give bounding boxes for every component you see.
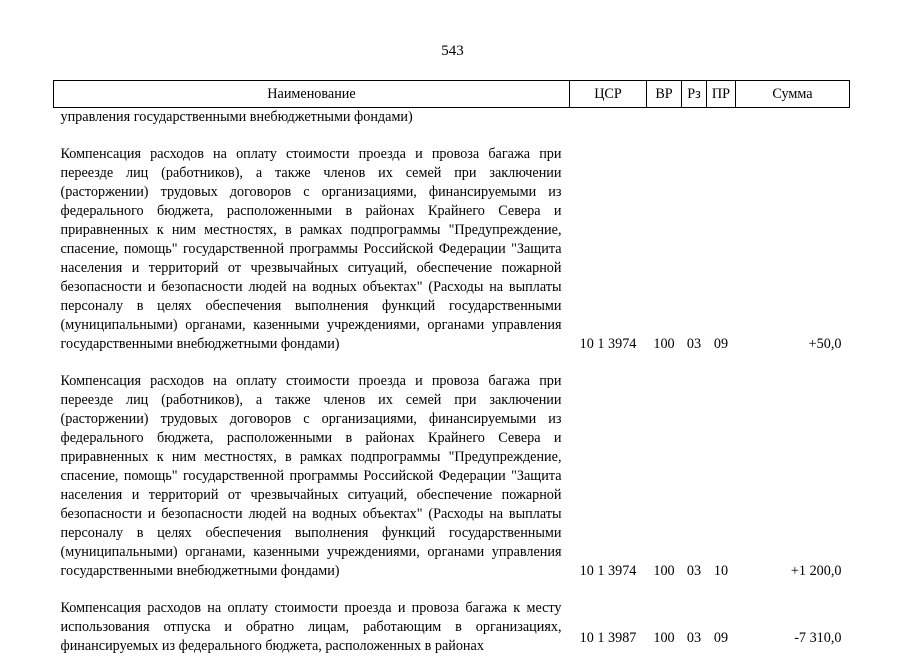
header-vr: ВР <box>647 81 682 108</box>
row-vr: 100 <box>653 630 675 646</box>
table-header-row <box>54 81 850 108</box>
row-csr: 10 1 3974 <box>579 336 637 352</box>
row-sum: +1 200,0 <box>790 563 842 579</box>
table-row <box>54 127 850 354</box>
row-vr: 100 <box>653 563 675 579</box>
page-number: 543 <box>441 43 464 59</box>
row-csr: 10 1 3987 <box>579 630 637 646</box>
row-sum: -7 310,0 <box>794 630 842 646</box>
table-row <box>54 354 850 581</box>
row-rz: 03 <box>686 630 702 646</box>
row-pr: 09 <box>713 336 729 352</box>
row-pr: 09 <box>713 630 729 646</box>
header-rz: Рз <box>682 81 707 108</box>
continuation-text: управления государственными внебюджетными фондами) <box>60 109 413 125</box>
table-row <box>54 581 850 656</box>
row-sum: +50,0 <box>808 336 842 352</box>
row-csr: 10 1 3974 <box>579 563 637 579</box>
row-name: Компенсация расходов на оплату стоимости проезда и провоза багажа к месту использования отпуска и обратно лицам, работающим в организациях, финансируемых из федерального бюджета, расположенных в районах <box>60 600 562 654</box>
header-pr: ПР <box>707 81 736 108</box>
row-pr: 10 <box>713 563 729 579</box>
header-csr: ЦСР <box>570 81 647 108</box>
row-name: Компенсация расходов на оплату стоимости проезда и провоза багажа при переезде лиц (работников), а также членов их семей при заключении (расторжении) трудовых договоров с организациями, финансируемыми из федерального бюджета, расположенными в районах Крайнего Севера и приравненных к ним местностях, в рамках подпрограммы "Предупреждение, спасение, помощь" государственной программы Российской Федерации "Защита населения и территорий от чрезвычайных ситуаций, обеспечение пожарной безопасности и безопасности людей на водных объектах" (Расходы на выплаты персоналу в целях обеспечения выполнения функций государственными (муниципальными) органами, казенными учреждениями, органами управления государственными внебюджетными фондами) <box>60 373 562 579</box>
row-vr: 100 <box>653 336 675 352</box>
budget-table <box>53 80 850 656</box>
row-rz: 03 <box>686 336 702 352</box>
row-name: Компенсация расходов на оплату стоимости проезда и провоза багажа при переезде лиц (работников), а также членов их семей при заключении (расторжении) трудовых договоров с организациями, финансируемыми из федерального бюджета, расположенными в районах Крайнего Севера и приравненных к ним местностях, в рамках подпрограммы "Предупреждение, спасение, помощь" государственной программы Российской Федерации "Защита населения и территорий от чрезвычайных ситуаций, обеспечение пожарной безопасности и безопасности людей на водных объектах" (Расходы на выплаты персоналу в целях обеспечения выполнения функций государственными (муниципальными) органами, казенными учреждениями, органами управления государственными внебюджетными фондами) <box>60 146 562 352</box>
row-rz: 03 <box>686 563 702 579</box>
header-sum: Сумма <box>736 81 850 108</box>
continuation-row <box>54 108 850 128</box>
header-name: Наименование <box>54 81 570 108</box>
